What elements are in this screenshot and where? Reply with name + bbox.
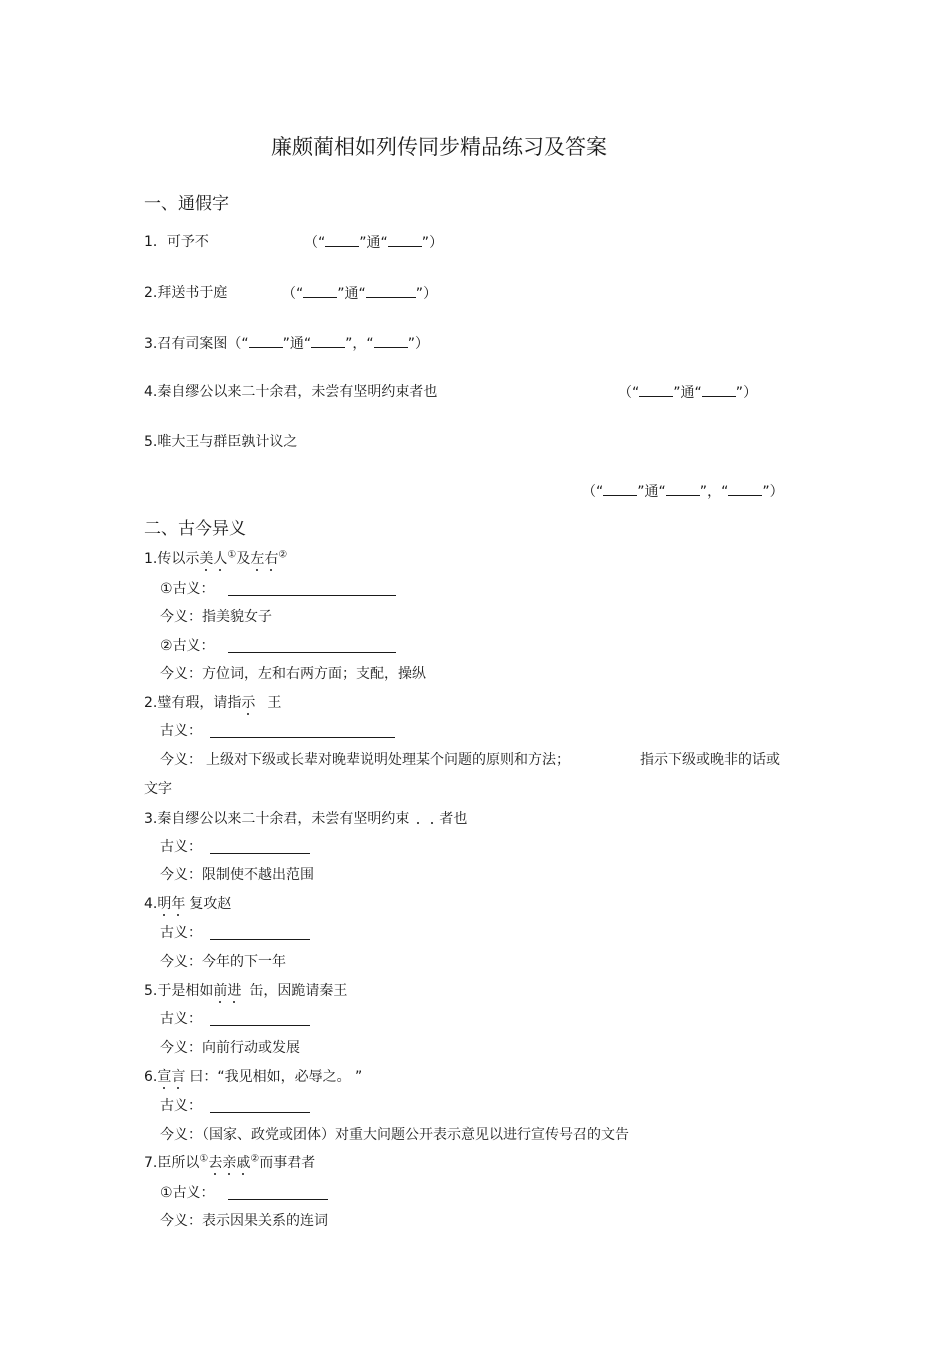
section-heading-tongjiazi: 一、通假字 bbox=[144, 194, 229, 214]
answer-blank[interactable] bbox=[228, 639, 396, 653]
answer-blank[interactable] bbox=[249, 334, 283, 348]
gu-line-1a: ①古义： bbox=[160, 581, 215, 597]
jin-line-2-right: 指示下级或晚非的话或 bbox=[640, 752, 780, 768]
answer-blank-group-4: （“ ”通“ ”） bbox=[618, 385, 758, 401]
answer-blank[interactable] bbox=[210, 840, 310, 854]
gujin-question-5: 5.于是相如前进 缶，因跪请秦王 bbox=[144, 983, 348, 999]
gu-line-2: 古义： bbox=[160, 723, 202, 739]
answer-blank[interactable] bbox=[702, 383, 736, 397]
gu-line-3: 古义： bbox=[160, 839, 202, 855]
question-4-text: 4.秦自缪公以来二十余君，未尝有坚明约束者也 bbox=[144, 384, 438, 400]
jin-line-3: 今义：限制使不越出范围 bbox=[160, 867, 314, 883]
jin-line-1b: 今义：方位词，左和右两方面；支配，操纵 bbox=[160, 666, 426, 682]
jin-line-6: 今义：（国家、政党或团体）对重大问题公开表示意见以进行宣传号召的文告 bbox=[160, 1127, 629, 1143]
answer-blank[interactable] bbox=[388, 233, 422, 247]
answer-blank[interactable] bbox=[311, 334, 345, 348]
gu-line-7: ①古义： bbox=[160, 1185, 215, 1201]
answer-blank-group-5: （“ ”通“ ”，“ ”） bbox=[582, 484, 784, 500]
answer-blank[interactable] bbox=[666, 482, 700, 496]
page-title: 廉颇蔺相如列传同步精品练习及答案 bbox=[271, 135, 607, 159]
answer-blank[interactable] bbox=[374, 334, 408, 348]
question-1-text: 1．可予不 bbox=[144, 234, 209, 250]
answer-blank[interactable] bbox=[210, 724, 395, 738]
gu-line-6: 古义： bbox=[160, 1098, 202, 1114]
answer-blank[interactable] bbox=[228, 1186, 328, 1200]
answer-blank[interactable] bbox=[228, 582, 396, 596]
gujin-question-1: 1.传以示美人①及左右② bbox=[144, 549, 288, 567]
answer-blank[interactable] bbox=[603, 482, 637, 496]
answer-blank[interactable] bbox=[303, 284, 337, 298]
answer-blank[interactable] bbox=[325, 233, 359, 247]
answer-blank[interactable] bbox=[639, 383, 673, 397]
gu-line-5: 古义： bbox=[160, 1011, 202, 1027]
gujin-question-2: 2.璧有瑕，请指示 王 bbox=[144, 695, 282, 711]
gujin-question-7: 7.臣所以①去亲戚②而事君者 bbox=[144, 1153, 316, 1171]
gujin-question-6: 6.宣言 曰：“我见相如，必辱之。 ” bbox=[144, 1069, 363, 1085]
question-3-text: 3.召有司案图（ bbox=[144, 336, 242, 352]
gujin-question-4: 4.明年 复攻赵 bbox=[144, 896, 232, 912]
section-heading-gujinyiyi: 二、古今异义 bbox=[144, 519, 246, 539]
answer-blank[interactable] bbox=[210, 926, 310, 940]
gu-line-4: 古义： bbox=[160, 925, 202, 941]
question-3-line: 3.召有司案图（“ ”通“ ”，“ ”） bbox=[144, 336, 429, 352]
question-2-text: 2.拜送书于庭 bbox=[144, 285, 228, 301]
answer-blank-group-1: （“ ”通“ ”） bbox=[304, 235, 444, 251]
gu-line-1b: ②古义： bbox=[160, 638, 215, 654]
jin-line-2: 今义： 上级对下级或长辈对晚辈说明处理某个问题的原则和方法； bbox=[160, 752, 570, 768]
gujin-question-3: 3.秦自缪公以来二十余君，未尝有坚明约束 者也 bbox=[144, 811, 468, 827]
answer-blank-group-2: （“ ”通“ ”） bbox=[282, 286, 438, 302]
answer-blank[interactable] bbox=[728, 482, 762, 496]
jin-line-4: 今义：今年的下一年 bbox=[160, 954, 286, 970]
jin-line-2-wrap: 文字 bbox=[144, 781, 172, 797]
jin-line-1a: 今义：指美貌女子 bbox=[160, 609, 272, 625]
emphasis-dots bbox=[409, 809, 439, 823]
answer-blank[interactable] bbox=[366, 284, 416, 298]
answer-blank[interactable] bbox=[210, 1012, 310, 1026]
jin-line-7: 今义：表示因果关系的连词 bbox=[160, 1213, 328, 1229]
answer-blank[interactable] bbox=[210, 1099, 310, 1113]
question-5-text: 5.唯大王与群臣孰计议之 bbox=[144, 434, 298, 450]
jin-line-5: 今义：向前行动或发展 bbox=[160, 1040, 300, 1056]
